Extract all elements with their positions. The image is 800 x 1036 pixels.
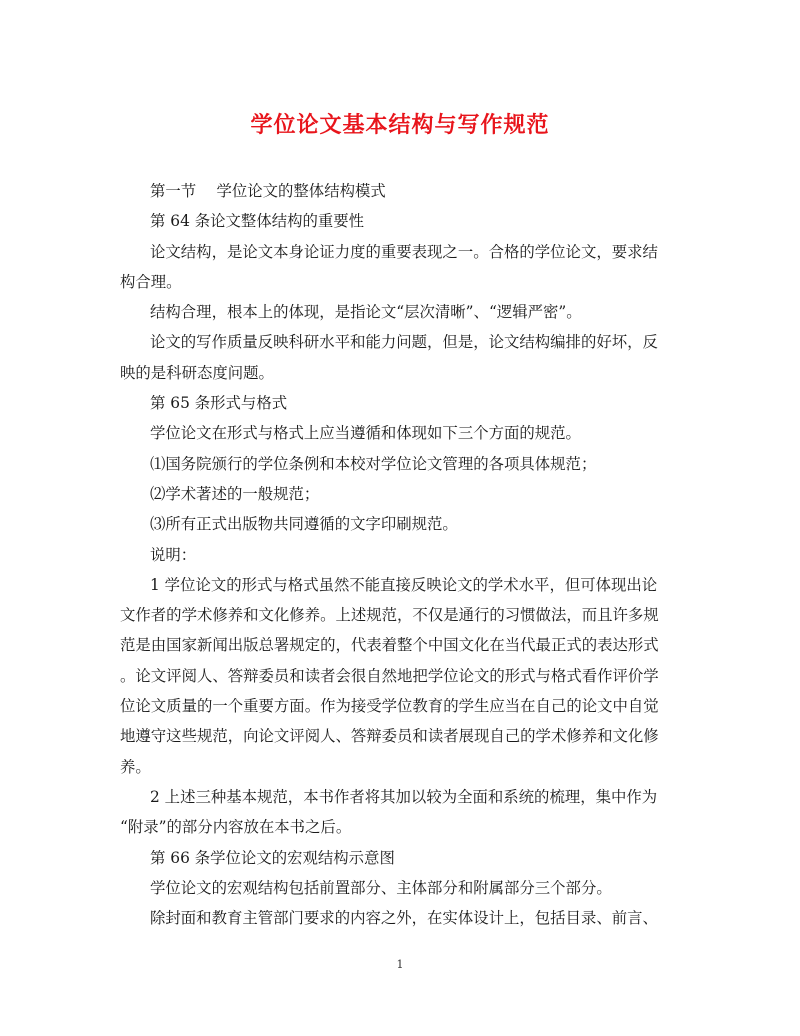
text-line: 养。 [120,757,151,776]
text-line: 第 65 条形式与格式 [150,394,288,413]
text-line: 说明： [150,545,197,564]
text-line: 位论文质量的一个重要方面。作为接受学位教育的学生应当在自己的论文中自觉 [120,697,659,716]
text-line: 文作者的学术修养和文化修养。上述规范，不仅是通行的习惯做法，而且许多规 [120,606,659,625]
text-line: ⑶所有正式出版物共同遵循的文字印刷规范。 [150,515,458,534]
text-line: 2 上述三种基本规范，本书作者将其加以较为全面和系统的梳理，集中作为 [150,787,658,806]
text-line: 第 64 条论文整体结构的重要性 [150,212,365,231]
text-line: 结构合理，根本上的体现，是指论文“层次清晰”、“逻辑严密”。 [150,303,582,322]
text-line: 映的是科研态度问题。 [120,363,274,382]
text-line: 构合理。 [120,272,182,291]
text-line: 论文的写作质量反映科研水平和能力问题，但是，论文结构编排的好坏，反 [150,333,658,352]
text-line: 学位论文的宏观结构包括前置部分、主体部分和附属部分三个部分。 [150,878,612,897]
text-line: 第 66 条学位论文的宏观结构示意图 [150,848,395,867]
text-line: “附录”的部分内容放在本书之后。 [120,818,352,837]
text-line: 地遵守这些规范，向论文评阅人、答辩委员和读者展现自己的学术修养和文化修 [120,727,659,746]
page-number: 1 [396,958,404,971]
document-body [120,176,668,933]
text-line: 第一节 学位论文的整体结构模式 [150,182,386,200]
text-line: 。论文评阅人、答辩委员和读者会很自然地把学位论文的形式与格式看作评价学 [120,666,659,685]
text-line: 论文结构，是论文本身论证力度的重要表现之一。合格的学位论文，要求结 [150,242,658,261]
page-title: 学位论文基本结构与写作规范 [250,112,550,138]
text-line: 1 学位论文的形式与格式虽然不能直接反映论文的学术水平，但可体现出论 [150,575,658,594]
text-line: ⑵学术著述的一般规范； [150,484,320,503]
text-line: 范是由国家新闻出版总署规定的，代表着整个中国文化在当代最正式的表达形式 [120,636,659,655]
text-line: 学位论文在形式与格式上应当遵循和体现如下三个方面的规范。 [150,424,581,443]
text-line: 除封面和教育主管部门要求的内容之外，在实体设计上，包括目录、前言、 [150,909,658,928]
text-line: ⑴国务院颁行的学位条例和本校对学位论文管理的各项具体规范； [150,454,597,473]
